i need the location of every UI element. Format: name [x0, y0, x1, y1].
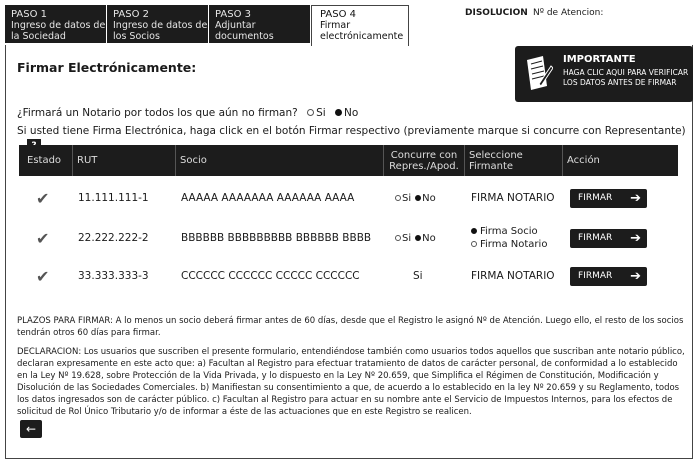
firmar-button[interactable] — [570, 189, 647, 208]
row-concurre-value: Si — [413, 270, 423, 282]
tab-paso-2[interactable] — [107, 5, 208, 43]
row-firmante: FIRMA NOTARIO — [471, 192, 555, 204]
header-concurre — [383, 145, 464, 176]
row-rut: 11.111.111-1 — [78, 192, 149, 204]
row-rut: 33.333.333-3 — [78, 270, 149, 282]
tab-paso-4-label: Firmar electrónicamente — [320, 20, 404, 42]
check-icon: ✔ — [36, 188, 50, 208]
firma-notario-label: Firma Notario — [480, 239, 548, 250]
step-tabs — [5, 5, 410, 45]
table-row — [19, 178, 678, 218]
tab-paso-2-number: PASO 2 — [113, 9, 149, 20]
back-button[interactable] — [20, 420, 42, 438]
notario-no-radio[interactable] — [335, 109, 342, 116]
concurre-no-label: No — [422, 192, 436, 204]
firmar-button-label: FIRMAR — [578, 193, 613, 203]
important-banner[interactable] — [515, 46, 693, 102]
row-socio: BBBBBB BBBBBBBBB BBBBBB BBBB — [181, 232, 372, 244]
firmar-button[interactable] — [570, 229, 647, 248]
arrow-right-icon: ➔ — [630, 190, 641, 206]
row-concurre — [391, 178, 436, 218]
firmar-button[interactable] — [570, 267, 647, 286]
tab-paso-1-label: Ingreso de datos de la Sociedad — [11, 20, 106, 42]
header-estado: Estado — [27, 155, 62, 166]
firma-socio-radio[interactable] — [471, 228, 477, 234]
header-firmante — [464, 145, 562, 176]
notario-no-label: No — [344, 107, 359, 119]
header-firmante-line1: Seleccione — [469, 149, 523, 161]
header-concurre-line1: Concurre con — [390, 149, 458, 161]
atencion-number-label: Nº de Atencion: — [533, 8, 604, 18]
arrow-right-icon: ➔ — [630, 230, 641, 246]
table-row — [19, 256, 678, 296]
firma-socio-label: Firma Socio — [480, 226, 538, 237]
firma-notario-radio[interactable] — [471, 241, 477, 247]
important-title: IMPORTANTE — [563, 54, 636, 65]
tab-paso-1[interactable] — [5, 5, 106, 43]
tab-paso-1-number: PASO 1 — [11, 9, 47, 20]
header-concurre-line2: Repres./Apod. — [389, 160, 459, 172]
notario-question-text: ¿Firmará un Notario por todos los que aún no firman? — [17, 107, 298, 119]
tab-paso-4-number: PASO 4 — [320, 9, 356, 20]
firmar-button-label: FIRMAR — [578, 233, 613, 243]
notario-si-radio[interactable] — [307, 109, 314, 116]
firmar-button-label: FIRMAR — [578, 271, 613, 281]
row-concurre — [391, 218, 436, 258]
tab-paso-2-label: Ingreso de datos de los Socios — [113, 20, 208, 42]
page-title: Firmar Electrónicamente: — [17, 60, 197, 75]
arrow-right-icon: ➔ — [630, 268, 641, 284]
row-firmante-options — [471, 218, 547, 258]
table-row — [19, 218, 678, 258]
tramite-type: DISOLUCION — [465, 8, 528, 18]
row-rut: 22.222.222-2 — [78, 232, 149, 244]
document-pen-icon — [523, 52, 553, 94]
row-socio: CCCCCC CCCCCC CCCCC CCCCCC — [181, 270, 360, 282]
concurre-si-radio[interactable] — [395, 235, 401, 241]
declaracion-text: DECLARACION: Los usuarios que suscriben el presente formulario, entendiéndose también como usuarios todos aquellos que suscriban ante notario público, declaran expresamente en este acto que: a) Facultan al Registro para efectuar tratamiento de datos de carácter personal, de conformidad a lo establecido en la Ley Nº 19.628, sobre Protección de la Vida Privada, y lo dispuesto en la Ley Nº 20.659, que Simplifica el Régimen de Constitución, Modificación y Disolución de las Sociedades Comerciales. b) Manifiestan su consentimiento a que, de acuerdo a lo establecido en la ley Nº 20.659 y su Reglamento, todos los datos ingresados son de carácter público. c) Facultan al Registro para actuar en su nombre ante el Servicio de Impuestos Internos, para los efectos de solicitud de Rol Único Tributario y/o de informar a éste de las actuaciones que en este Registro se realicen. — [17, 347, 685, 417]
notario-question — [17, 107, 358, 119]
socios-table-header — [19, 145, 678, 176]
notario-si-label: Si — [316, 107, 326, 119]
check-icon: ✔ — [36, 228, 50, 248]
tab-paso-3[interactable] — [209, 5, 310, 43]
instruction-text: Si usted tiene Firma Electrónica, haga click en el botón Firmar respectivo (previamente marque si concurre con Representante) — [17, 125, 686, 137]
plazos-text: PLAZOS PARA FIRMAR: A lo menos un socio deberá firmar antes de 60 días, desde que el Registro le asignó Nº de Atención. Luego ello, el resto de los socios tendrán otros 60 días para firmar. — [17, 316, 684, 338]
row-socio: AAAAA AAAAAAA AAAAAA AAAA — [181, 192, 355, 204]
important-text: HAGA CLIC AQUI PARA VERIFICAR LOS DATOS ANTES DE FIRMAR — [563, 68, 689, 87]
header-socio: Socio — [175, 145, 383, 176]
concurre-no-radio[interactable] — [415, 235, 421, 241]
header-firmante-line2: Firmante — [469, 160, 514, 172]
concurre-si-label: Si — [402, 192, 412, 204]
tab-paso-3-number: PASO 3 — [215, 9, 251, 20]
tab-paso-3-label: Adjuntar documentos — [215, 20, 274, 42]
concurre-si-radio[interactable] — [395, 195, 401, 201]
tab-paso-4[interactable] — [311, 5, 409, 46]
check-icon: ✔ — [36, 266, 50, 286]
concurre-no-label: No — [422, 232, 436, 244]
concurre-si-label: Si — [402, 232, 412, 244]
header-accion: Acción — [562, 145, 678, 176]
header-rut: RUT — [72, 145, 175, 176]
row-firmante: FIRMA NOTARIO — [471, 270, 555, 282]
arrow-left-icon: ← — [25, 422, 37, 436]
concurre-no-radio[interactable] — [415, 195, 421, 201]
